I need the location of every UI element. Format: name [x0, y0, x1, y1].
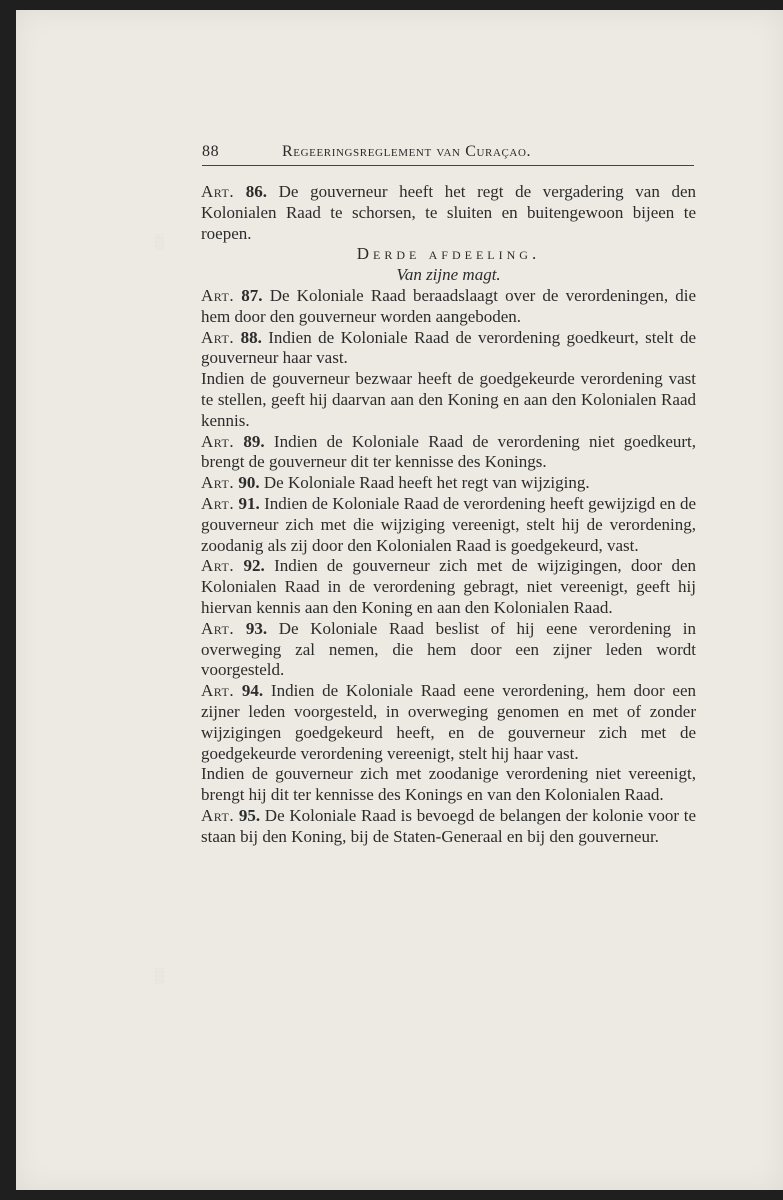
- article-number: 93.: [245, 618, 268, 638]
- article-label: Art.: [201, 493, 235, 513]
- article-number: 92.: [243, 556, 265, 576]
- article-label: Art.: [201, 556, 235, 576]
- article-text: Indien de Koloniale Raad eene verordening, hem door een zijner leden voorgesteld, in overweging genomen en met of zonder wijzigingen goedgekeurd heeft, en de gouverneur zich met de goedgekeurde verordening vereenigt, stelt hij haar vast.: [201, 681, 696, 763]
- section-heading: Derde afdeeling.: [356, 244, 541, 264]
- article-paragraph: [201, 556, 696, 618]
- running-header: [202, 143, 694, 166]
- article-paragraph: [201, 619, 696, 681]
- article-paragraph: [201, 328, 696, 370]
- article-number: 88.: [240, 327, 262, 347]
- article-label: Art.: [201, 618, 235, 638]
- article-label: Art.: [201, 805, 235, 825]
- article-label: Art.: [201, 473, 235, 493]
- articles-after-section: [201, 286, 696, 848]
- article-text: De gouverneur heeft het regt de vergadering van den Kolonialen Raad te schorsen, te sluiten en buitengewoon bijeen te roepen.: [201, 182, 697, 243]
- article-continuation: Indien de gouverneur bezwaar heeft de goedgekeurde verordening vast te stellen, geeft hij daarvan aan den Koning en aan den Kolonialen Raad kennis.: [201, 369, 696, 430]
- article-number: 89.: [243, 431, 265, 451]
- articles-before-section: [201, 182, 696, 244]
- article-text: De Koloniale Raad is bevoegd de belangen der kolonie voor te staan bij den Koning, bij de Staten-Generaal en bij den gouverneur.: [201, 805, 697, 846]
- article-label: Art.: [201, 681, 235, 701]
- article-text: Indien de Koloniale Raad de verordening goedkeurt, stelt de gouverneur haar vast.: [201, 327, 696, 368]
- article-number: 94.: [241, 681, 264, 701]
- article-paragraph: [201, 494, 696, 556]
- article-text: Indien de gouverneur zich met de wijzigingen, door den Kolonialen Raad in de verordening gebragt, niet vereenigt, geeft hij hiervan kennis aan den Koning en aan den Kolonialen Raad.: [201, 556, 697, 617]
- article-text: Indien de Koloniale Raad de verordening niet goedkeurt, brengt de gouverneur dit ter kennisse des Konings.: [201, 431, 697, 472]
- article-paragraph: [201, 473, 696, 494]
- article-number: 86.: [245, 182, 268, 201]
- article-paragraph: [201, 806, 696, 848]
- page-number: 88: [202, 143, 220, 160]
- article-continuation: Indien de gouverneur zich met zoodanige verordening niet vereenigt, brengt hij dit ter kennisse des Konings en van den Kolonialen Raad.: [201, 764, 696, 805]
- bleed-through-mark: ░: [154, 969, 164, 984]
- article-label: Art.: [201, 327, 235, 347]
- body-text: [201, 182, 696, 848]
- article-paragraph: [201, 286, 696, 328]
- article-text: De Koloniale Raad heeft het regt van wijziging.: [263, 473, 590, 493]
- article-text: De Koloniale Raad beraadslaagt over de verordeningen, die hem door den gouverneur worden aangeboden.: [201, 285, 696, 326]
- running-title: Regeeringsreglement van Curaçao.: [282, 143, 532, 160]
- article-number: 95.: [238, 805, 261, 825]
- article-paragraph: [201, 432, 696, 474]
- article-label: Art.: [201, 182, 235, 201]
- section-subheading: Van zijne magt.: [396, 265, 501, 285]
- article-label: Art.: [201, 285, 235, 305]
- article-number: 90.: [238, 473, 260, 493]
- article-number: 91.: [238, 493, 260, 513]
- article-label: Art.: [201, 431, 235, 451]
- article-number: 87.: [241, 285, 263, 305]
- article-paragraph: [201, 182, 696, 244]
- article-paragraph: [201, 681, 696, 764]
- article-text: Indien de Koloniale Raad de verordening heeft gewijzigd en de gouverneur zich met die wijziging vereenigt, stelt hij de verordening, zoodanig als zij door den Kolonialen Raad is goedgekeurd, vast.: [201, 493, 697, 555]
- article-text: De Koloniale Raad beslist of hij eene verordening in overweging zal nemen, die hem door een zijner leden wordt voorgesteld.: [201, 618, 697, 680]
- bleed-through-mark: ░: [154, 235, 164, 250]
